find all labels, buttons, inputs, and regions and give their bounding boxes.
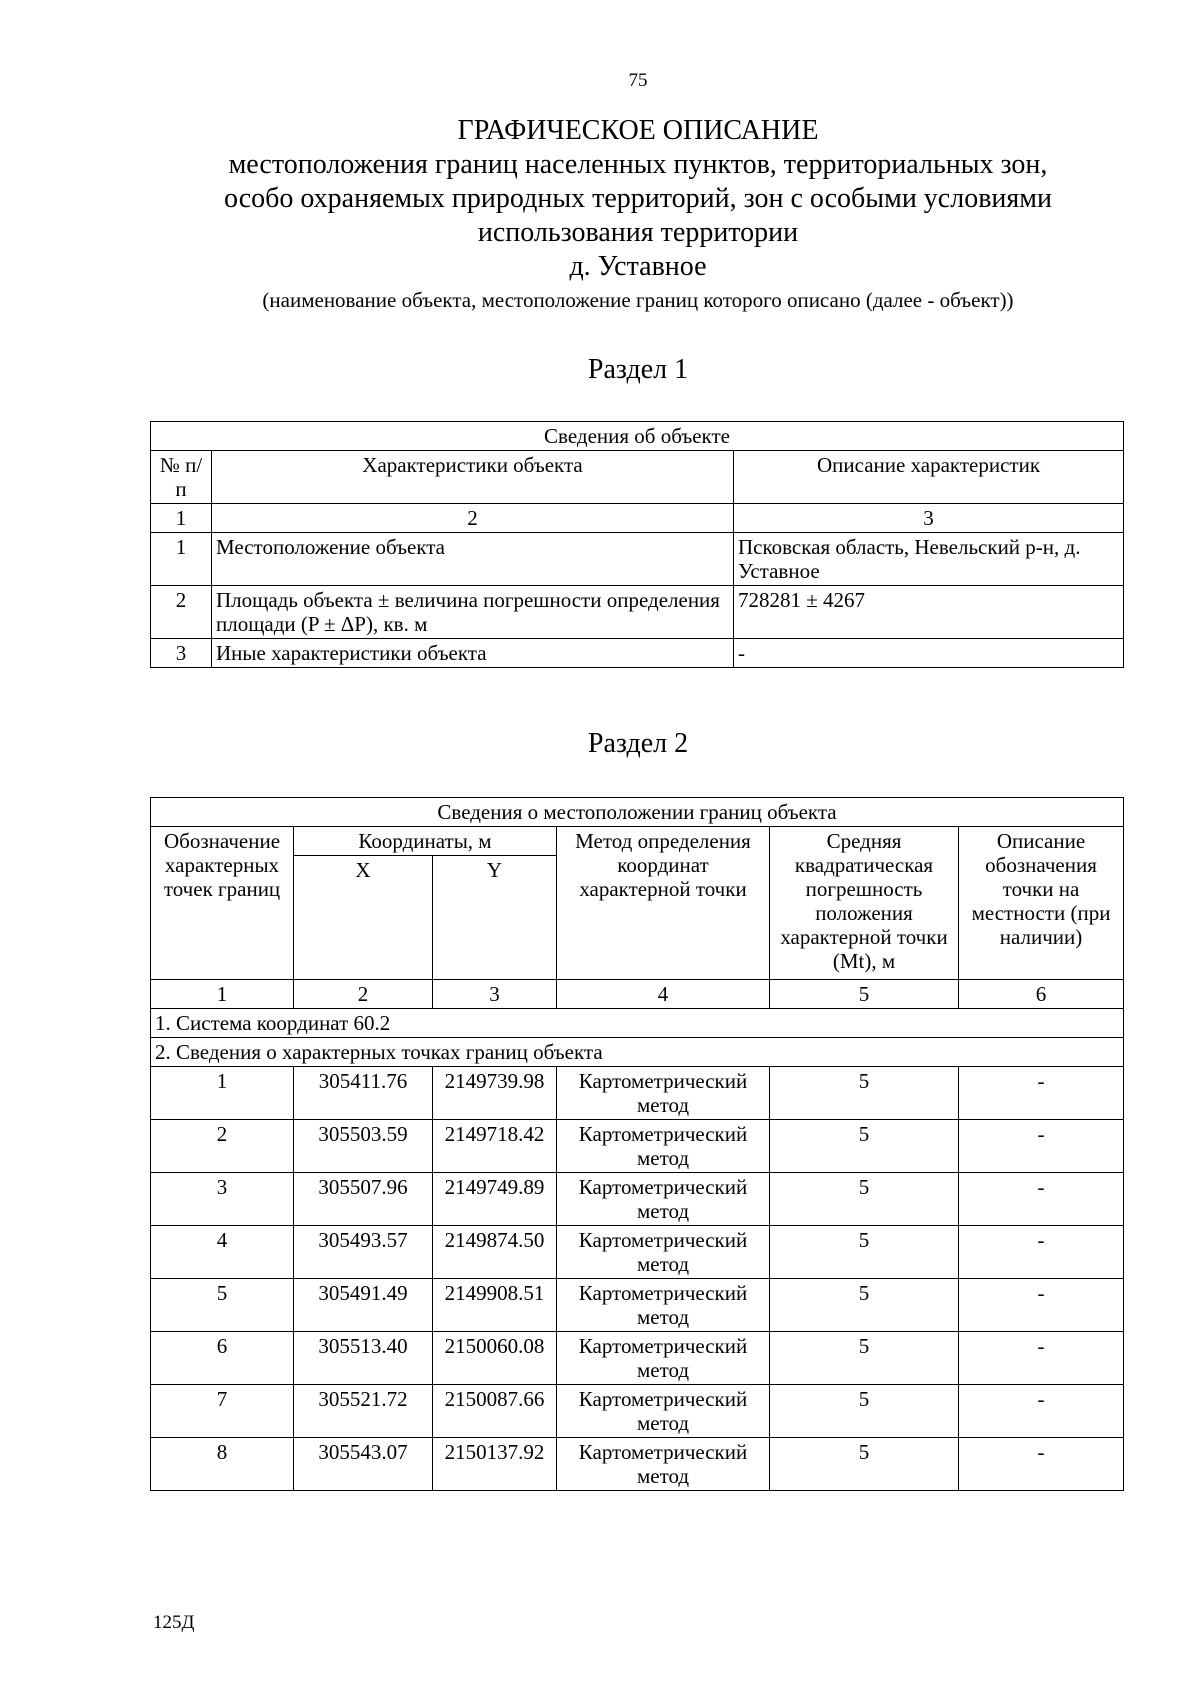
col-number: 1: [151, 504, 212, 533]
point-method: Картометрический метод: [557, 1120, 770, 1173]
point-method: Картометрический метод: [557, 1226, 770, 1279]
col-number: 2: [294, 980, 433, 1009]
point-id: 2: [151, 1120, 294, 1173]
row-num: 2: [151, 586, 212, 639]
point-desc: -: [959, 1120, 1124, 1173]
point-y: 2149739.98: [433, 1067, 557, 1120]
row-characteristic: Иные характеристики объекта: [212, 639, 734, 668]
footer-code: 125Д: [153, 1612, 195, 1633]
col-header-error: Средняя квадратическая погрешность положения характерной точки (Mt), м: [770, 827, 959, 980]
col-header-characteristic: Характеристики объекта: [212, 451, 734, 504]
col-header-method: Метод определения координат характерной точки: [557, 827, 770, 980]
col-number: 2: [212, 504, 734, 533]
boundary-table-title: Сведения о местоположении границ объекта: [151, 798, 1124, 827]
point-y: 2149874.50: [433, 1226, 557, 1279]
col-header-num: № п/п: [151, 451, 212, 504]
document-subtitle-line-2: особо охраняемых природных территорий, зон с особыми условиями: [224, 183, 1052, 214]
point-method: Картометрический метод: [557, 1279, 770, 1332]
col-header-points: Обозначение характерных точек границ: [151, 827, 294, 980]
object-name-note: (наименование объекта, местоположение границ которого описано (далее - объект)): [262, 288, 1014, 312]
document-title: ГРАФИЧЕСКОЕ ОПИСАНИЕ: [457, 115, 819, 146]
page-number: 75: [628, 70, 648, 91]
table-row: [151, 1067, 1124, 1120]
point-mt: 5: [770, 1226, 959, 1279]
point-y: 2150087.66: [433, 1385, 557, 1438]
row-num: 3: [151, 639, 212, 668]
col-number: 4: [557, 980, 770, 1009]
boundary-points-table: [150, 797, 1124, 1491]
table-row: [151, 1332, 1124, 1385]
object-info-table: [150, 421, 1124, 668]
row-description: Псковская область, Невельский р-н, д. Уставное: [734, 533, 1124, 586]
point-method: Картометрический метод: [557, 1067, 770, 1120]
row-description: -: [734, 639, 1124, 668]
point-mt: 5: [770, 1173, 959, 1226]
col-number: 6: [959, 980, 1124, 1009]
object-info-table-title: Сведения об объекте: [151, 422, 1124, 451]
point-method: Картометрический метод: [557, 1173, 770, 1226]
point-id: 7: [151, 1385, 294, 1438]
table-row: [151, 586, 1124, 639]
col-header-description: Описание характеристик: [734, 451, 1124, 504]
point-desc: -: [959, 1067, 1124, 1120]
point-x: 305513.40: [294, 1332, 433, 1385]
point-desc: -: [959, 1332, 1124, 1385]
point-y: 2149749.89: [433, 1173, 557, 1226]
col-header-coords: Координаты, м: [294, 827, 557, 856]
point-mt: 5: [770, 1279, 959, 1332]
point-id: 6: [151, 1332, 294, 1385]
point-method: Картометрический метод: [557, 1332, 770, 1385]
point-x: 305491.49: [294, 1279, 433, 1332]
table-row: [151, 1120, 1124, 1173]
point-desc: -: [959, 1226, 1124, 1279]
document-subtitle-line-1: местоположения границ населенных пунктов, территориальных зон,: [228, 149, 1048, 180]
col-header-desc: Описание обозначения точки на местности (при наличии): [959, 827, 1124, 980]
point-mt: 5: [770, 1067, 959, 1120]
col-header-x: X: [294, 856, 433, 980]
row-characteristic: Площадь объекта ± величина погрешности определения площади (P ± ΔP), кв. м: [212, 586, 734, 639]
section-2-heading: Раздел 2: [587, 728, 689, 759]
row-num: 1: [151, 533, 212, 586]
row-characteristic: Местоположение объекта: [212, 533, 734, 586]
point-x: 305543.07: [294, 1438, 433, 1491]
point-id: 3: [151, 1173, 294, 1226]
point-y: 2150137.92: [433, 1438, 557, 1491]
point-id: 5: [151, 1279, 294, 1332]
row-description: 728281 ± 4267: [734, 586, 1124, 639]
table-row: [151, 1173, 1124, 1226]
table-row: [151, 533, 1124, 586]
point-desc: -: [959, 1279, 1124, 1332]
point-method: Картометрический метод: [557, 1438, 770, 1491]
object-name: д. Уставное: [569, 251, 707, 282]
point-method: Картометрический метод: [557, 1385, 770, 1438]
col-number: 3: [433, 980, 557, 1009]
table-row: [151, 1279, 1124, 1332]
table-row: [151, 639, 1124, 668]
table-row: [151, 1385, 1124, 1438]
document-subtitle-line-3: использования территории: [477, 217, 799, 248]
point-y: 2150060.08: [433, 1332, 557, 1385]
point-x: 305503.59: [294, 1120, 433, 1173]
table-row: [151, 1438, 1124, 1491]
point-id: 1: [151, 1067, 294, 1120]
point-id: 4: [151, 1226, 294, 1279]
point-x: 305507.96: [294, 1173, 433, 1226]
col-number: 3: [734, 504, 1124, 533]
point-y: 2149718.42: [433, 1120, 557, 1173]
point-y: 2149908.51: [433, 1279, 557, 1332]
col-number: 5: [770, 980, 959, 1009]
point-x: 305411.76: [294, 1067, 433, 1120]
table-row: [151, 1226, 1124, 1279]
point-mt: 5: [770, 1438, 959, 1491]
point-desc: -: [959, 1438, 1124, 1491]
col-header-y: Y: [433, 856, 557, 980]
point-id: 8: [151, 1438, 294, 1491]
point-mt: 5: [770, 1385, 959, 1438]
point-x: 305521.72: [294, 1385, 433, 1438]
document-header: [150, 114, 1126, 314]
point-mt: 5: [770, 1120, 959, 1173]
col-number: 1: [151, 980, 294, 1009]
point-mt: 5: [770, 1332, 959, 1385]
point-desc: -: [959, 1173, 1124, 1226]
point-desc: -: [959, 1385, 1124, 1438]
section-1-heading: Раздел 1: [587, 354, 689, 385]
coord-system-row: 1. Система координат 60.2: [151, 1009, 1124, 1038]
point-x: 305493.57: [294, 1226, 433, 1279]
points-title-row: 2. Сведения о характерных точках границ объекта: [151, 1038, 1124, 1067]
